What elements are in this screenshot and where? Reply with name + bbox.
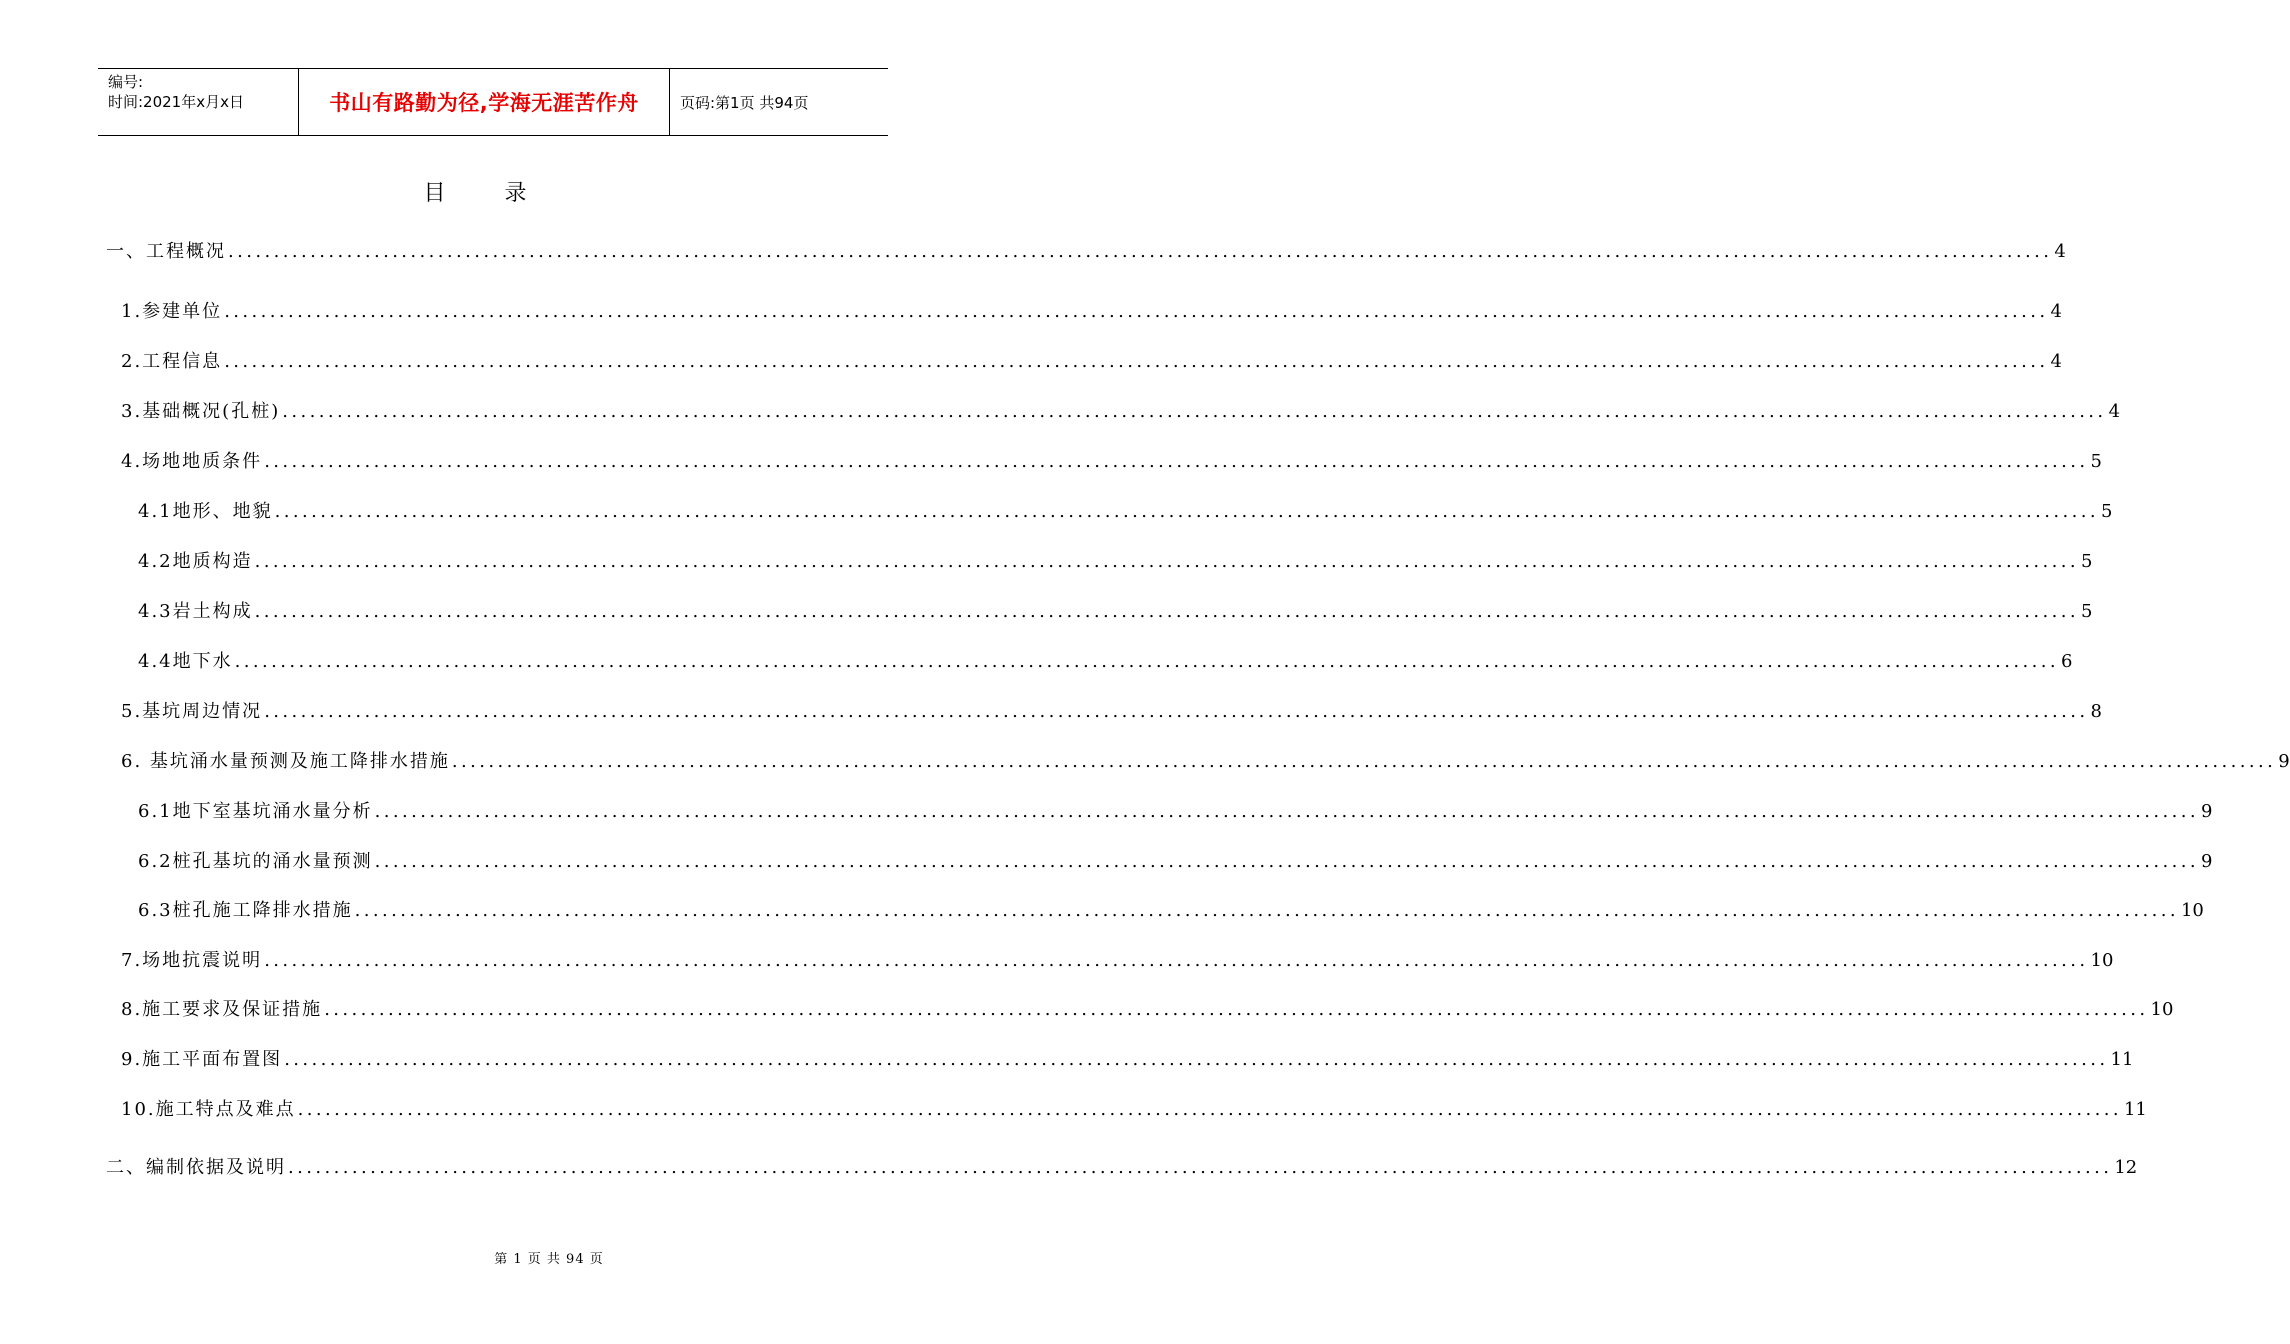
toc-entry-label: 4.场地地质条件 [121, 451, 263, 472]
toc-entry[interactable] [121, 747, 2290, 773]
footer-page-number: 第 1 页 共 94 页 [494, 1252, 604, 1267]
toc-leader-dots: ........................................................................................................................................................................................................ [374, 801, 2199, 822]
time-label: 时间:2021年x月x日 [108, 93, 244, 111]
toc-entry[interactable] [138, 647, 2073, 673]
toc-entry-page: 9 [2278, 751, 2290, 772]
toc-leader-dots: ........................................................................................................................................................................................................ [374, 851, 2199, 872]
header-motto: 书山有路勤为径,学海无涯苦作舟 [299, 69, 670, 135]
toc-entry-page: 6 [2060, 651, 2073, 672]
toc-leader-dots: ........................................................................................................................................................................................................ [282, 401, 2107, 422]
toc-leader-dots: ........................................................................................................................................................................................................ [297, 1099, 2122, 1120]
toc-entry-page: 4 [2054, 241, 2066, 262]
toc-leader-dots: ........................................................................................................................................................................................................ [264, 950, 2089, 971]
toc-entry[interactable] [121, 347, 2062, 373]
toc-leader-dots: ........................................................................................................................................................................................................ [264, 451, 2089, 472]
toc-entry-page: 11 [2110, 1049, 2134, 1070]
toc-entry-page: 4 [2108, 401, 2121, 422]
toc-leader-dots: ........................................................................................................................................................................................................ [264, 701, 2089, 722]
toc-entry[interactable] [121, 1045, 2134, 1071]
toc-leader-dots: ........................................................................................................................................................................................................ [224, 351, 2049, 372]
toc-entry[interactable] [106, 1153, 2138, 1179]
toc-entry-label: 7.场地抗震说明 [121, 950, 263, 971]
toc-entry-page: 12 [2114, 1157, 2138, 1178]
toc-entry-label: 6.2桩孔基坑的涌水量预测 [138, 851, 373, 872]
toc-entry-page: 10 [2180, 900, 2204, 921]
toc-entry-label: 2.工程信息 [121, 351, 223, 372]
toc-entry[interactable] [138, 896, 2204, 922]
toc-entry[interactable] [121, 995, 2174, 1021]
toc-entry-label: 6. 基坑涌水量预测及施工降排水措施 [121, 751, 450, 772]
toc-leader-dots: ........................................................................................................................................................................................................ [254, 601, 2079, 622]
toc-leader-dots: ........................................................................................................................................................................................................ [288, 1157, 2113, 1178]
toc-entry-label: 4.2地质构造 [138, 551, 253, 572]
toc-entry-label: 4.1地形、地貌 [138, 501, 273, 522]
toc-entry[interactable] [121, 447, 2102, 473]
toc-entry-page: 9 [2200, 801, 2213, 822]
toc-entry-page: 11 [2123, 1099, 2147, 1120]
toc-entry[interactable] [121, 946, 2114, 972]
toc-leader-dots: ........................................................................................................................................................................................................ [451, 751, 2277, 772]
toc-entry-page: 4 [2050, 301, 2062, 322]
toc-leader-dots: ........................................................................................................................................................................................................ [284, 1049, 2109, 1070]
toc-entry[interactable] [121, 1095, 2147, 1121]
toc-entry-page: 5 [2080, 551, 2093, 572]
header-page-info: 页码:第1页 共94页 [680, 93, 809, 112]
toc-entry[interactable] [138, 547, 2093, 573]
toc-entry-page: 5 [2100, 501, 2113, 522]
page-footer [0, 1248, 950, 1267]
toc-entry-page: 4 [2050, 351, 2062, 372]
toc-entry-page: 5 [2090, 451, 2102, 472]
toc-entry-label: 二、编制依据及说明 [106, 1157, 286, 1178]
toc-entry-label: 8.施工要求及保证措施 [121, 999, 323, 1020]
toc-leader-dots: ........................................................................................................................................................................................................ [274, 501, 2099, 522]
toc-entry[interactable] [121, 397, 2121, 423]
toc-entry[interactable] [138, 847, 2213, 873]
toc-entry[interactable] [138, 797, 2213, 823]
toc-entry[interactable] [138, 597, 2093, 623]
toc-entry-page: 9 [2200, 851, 2213, 872]
toc-leader-dots: ........................................................................................................................................................................................................ [254, 551, 2079, 572]
toc-leader-dots: ........................................................................................................................................................................................................ [234, 651, 2059, 672]
toc-entry-label: 9.施工平面布置图 [121, 1049, 283, 1070]
toc-entry-label: 10.施工特点及难点 [121, 1099, 296, 1120]
toc-entry-label: 6.3桩孔施工降排水措施 [138, 900, 353, 921]
toc-entry-label: 6.1地下室基坑涌水量分析 [138, 801, 373, 822]
toc-entry-label: 3.基础概况(孔桩) [121, 401, 281, 422]
toc-entry-page: 10 [2150, 999, 2174, 1020]
toc-entry-label: 5.基坑周边情况 [121, 701, 263, 722]
toc-entry[interactable] [138, 497, 2113, 523]
toc-entry-page: 10 [2090, 950, 2114, 971]
toc-leader-dots: ........................................................................................................................................................................................................ [228, 241, 2053, 262]
toc-entry-label: 1.参建单位 [121, 301, 223, 322]
toc-leader-dots: ........................................................................................................................................................................................................ [324, 999, 2149, 1020]
toc-entry-label: 一、工程概况 [106, 241, 226, 262]
toc-entry[interactable] [121, 697, 2102, 723]
toc-entry[interactable] [106, 237, 2066, 263]
toc-entry-page: 8 [2090, 701, 2102, 722]
toc-entry[interactable] [121, 297, 2062, 323]
toc-leader-dots: ........................................................................................................................................................................................................ [224, 301, 2049, 322]
number-label: 编号: [108, 73, 144, 91]
toc-entry-label: 4.3岩土构成 [138, 601, 253, 622]
toc-entry-page: 5 [2080, 601, 2093, 622]
toc-title: 目 录 [423, 181, 553, 206]
toc-leader-dots: ........................................................................................................................................................................................................ [354, 900, 2179, 921]
toc-entry-label: 4.4地下水 [138, 651, 233, 672]
